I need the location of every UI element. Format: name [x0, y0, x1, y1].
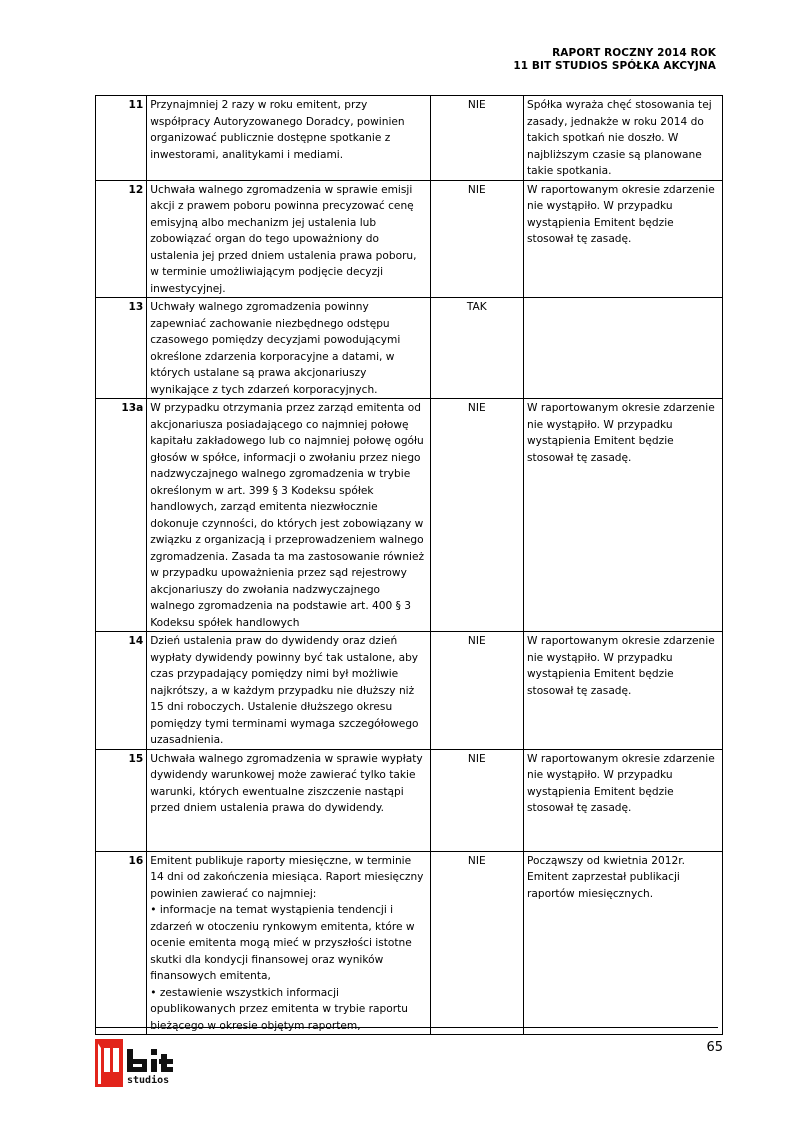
compliance-comment: Począwszy od kwietnia 2012r. Emitent zaprzestał publikacji raportów miesięcznych.: [524, 851, 723, 1035]
rule-number: 12: [96, 180, 147, 298]
table-row: [96, 399, 723, 632]
rule-text: Dzień ustalenia praw do dywidendy oraz dzień wypłaty dywidendy powinny być tak ustalone, aby czas przypadający pomiędzy nimi był możliwie najkrótszy, a w każdym przypadku nie dłuższy niż 15 dni roboczych. Ustalenie dłuższego okresu pomiędzy tymi terminami wymaga szczegółowego uzasadnienia.: [147, 632, 430, 750]
footer-divider: [95, 1027, 718, 1028]
compliance-comment: [524, 298, 723, 399]
table-row: [96, 749, 723, 851]
table-row: [96, 180, 723, 298]
rule-bullet: • zestawienie wszystkich informacji opublikowanych przez emitenta w trybie raportu bieżącego w okresie objętym raportem,: [150, 986, 408, 1032]
table-row: [96, 632, 723, 750]
report-title: RAPORT ROCZNY 2014 ROK: [552, 47, 716, 59]
governance-rules-table: [95, 95, 723, 1035]
compliance-status: NIE: [430, 96, 523, 181]
rule-text: Uchwała walnego zgromadzenia w sprawie emisji akcji z prawem poboru powinna precyzować cenę emisyjną albo mechanizm jej ustalenia lub zobowiązać organ do tego upoważniony do ustalenia jej przed dniem ustalenia prawa poboru, w terminie umożliwiającym podjęcie decyzji inwestycyjnej.: [147, 180, 430, 298]
logo-one-1: [104, 1048, 110, 1072]
compliance-comment: W raportowanym okresie zdarzenie nie wystąpiło. W przypadku wystąpienia Emitent będzie stosował tę zasadę.: [524, 632, 723, 750]
compliance-status: NIE: [430, 749, 523, 851]
compliance-status: TAK: [430, 298, 523, 399]
compliance-comment: W raportowanym okresie zdarzenie nie wystąpiło. W przypadku wystąpienia Emitent będzie stosował tę zasadę.: [524, 399, 723, 632]
rule-text: Przynajmniej 2 razy w roku emitent, przy współpracy Autoryzowanego Doradcy, powinien organizować publicznie dostępne spotkanie z inwestorami, analitykami i mediami.: [147, 96, 430, 181]
rule-number: 16: [96, 851, 147, 1035]
compliance-status: NIE: [430, 180, 523, 298]
table-row: [96, 851, 723, 1035]
report-header: [513, 47, 716, 73]
rule-text: Uchwała walnego zgromadzenia w sprawie wypłaty dywidendy warunkowej może zawierać tylko takie warunki, których ewentualne ziszczenie nastąpi przed dniem ustalenia prawa do dywidendy.: [147, 749, 430, 851]
table-row: [96, 298, 723, 399]
compliance-status: NIE: [430, 632, 523, 750]
rule-number: 13a: [96, 399, 147, 632]
rule-number: 15: [96, 749, 147, 851]
logo-one-2: [113, 1048, 119, 1072]
page-number: 65: [706, 1040, 723, 1055]
rule-text: W przypadku otrzymania przez zarząd emitenta od akcjonariusza posiadającego co najmniej połowę kapitału zakładowego lub co najmniej połowę ogółu głosów w spółce, informacji o zwołaniu przez niego nadzwyczajnego walnego zgromadzenia w trybie określonym w art. 399 § 3 Kodeksu spółek handlowych, zarząd emitenta niezwłocznie dokonuje czynności, do których jest zobowiązany w związku z organizacją i przeprowadzeniem walnego zgromadzenia. Zasada ta ma zastosowanie również w przypadku upoważnienia przez sąd rejestrowy akcjonariuszy do zwołania nadzwyczajnego walnego zgromadzenia na podstawie art. 400 § 3 Kodeksu spółek handlowych: [147, 399, 430, 632]
rule-intro: Emitent publikuje raporty miesięczne, w terminie 14 dni od zakończenia miesiąca. Raport miesięczny powinien zawierać co najmniej:: [150, 854, 424, 900]
rule-text: Uchwały walnego zgromadzenia powinny zapewniać zachowanie niezbędnego odstępu czasowego pomiędzy decyzjami powodującymi określone zdarzenia korporacyjne a datami, w których ustalane są prawa akcjonariuszy wynikające z tych zdarzeń korporacyjnych.: [147, 298, 430, 399]
11-bit-studios-logo: [93, 1036, 211, 1090]
compliance-comment: Spółka wyraża chęć stosowania tej zasady, jednakże w roku 2014 do takich spotkań nie doszło. W najbliższym czasie są planowane takie spotkania.: [524, 96, 723, 181]
logo-wordmark: studios: [127, 1075, 170, 1086]
compliance-comment: W raportowanym okresie zdarzenie nie wystąpiło. W przypadku wystąpienia Emitent będzie stosował tę zasadę.: [524, 180, 723, 298]
compliance-status: NIE: [430, 851, 523, 1035]
rule-number: 14: [96, 632, 147, 750]
table-row: [96, 96, 723, 181]
rule-number: 11: [96, 96, 147, 181]
compliance-comment: W raportowanym okresie zdarzenie nie wystąpiło. W przypadku wystąpienia Emitent będzie stosował tę zasadę.: [524, 749, 723, 851]
company-name: 11 BIT STUDIOS SPÓŁKA AKCYJNA: [513, 60, 716, 72]
rule-number: 13: [96, 298, 147, 399]
rule-text: [147, 851, 430, 1035]
logo-bit-letters: [127, 1049, 173, 1072]
rule-bullet: • informacje na temat wystąpienia tendencji i zdarzeń w otoczeniu rynkowym emitenta, które w ocenie emitenta mogą mieć w przyszłości istotne skutki dla kondycji finansowej oraz wyników finansowych emitenta,: [150, 904, 415, 982]
compliance-status: NIE: [430, 399, 523, 632]
